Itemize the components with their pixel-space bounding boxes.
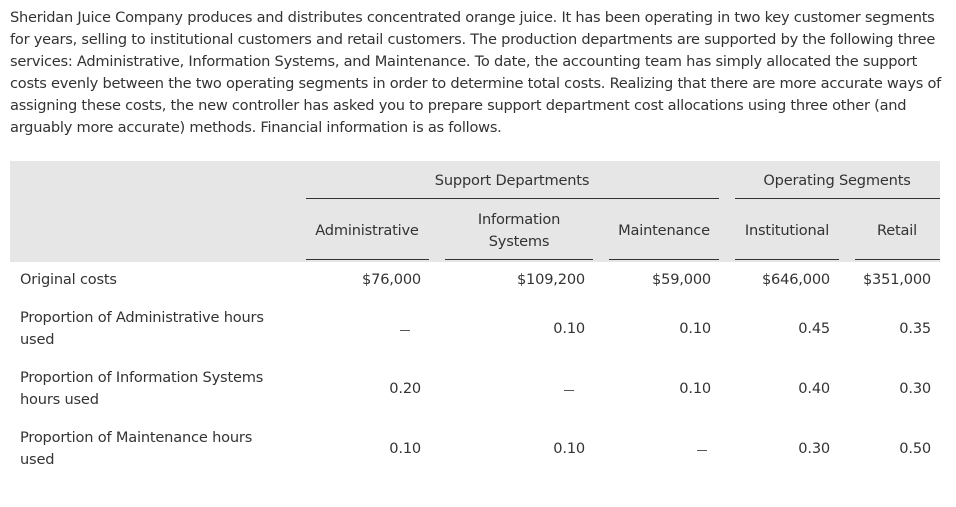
col-rule-maintenance (609, 259, 719, 260)
cell-is-institutional: 0.40 (798, 380, 830, 397)
cell-original-maintenance: $59,000 (652, 271, 711, 288)
cell-is-information-systems-dash (564, 390, 574, 391)
support-group-rule (306, 198, 719, 199)
col-header-institutional: Institutional (744, 222, 830, 239)
cell-maint-retail: 0.50 (899, 440, 931, 457)
cell-original-administrative: $76,000 (362, 271, 421, 288)
cell-admin-institutional: 0.45 (798, 320, 830, 337)
cell-admin-maintenance: 0.10 (679, 320, 711, 337)
col-rule-institutional (735, 259, 839, 260)
cell-original-retail: $351,000 (862, 271, 931, 288)
cell-admin-retail: 0.35 (899, 320, 931, 337)
cell-admin-information-systems: 0.10 (553, 320, 585, 337)
cell-original-institutional: $646,000 (761, 271, 830, 288)
operating-group-rule (735, 198, 940, 199)
support-departments-header: Support Departments (434, 172, 590, 189)
col-header-administrative: Administrative (315, 222, 419, 239)
cell-original-information-systems: $109,200 (516, 271, 585, 288)
cell-is-maintenance: 0.10 (679, 380, 711, 397)
col-rule-information-systems (445, 259, 593, 260)
row-label-admin-hours: Proportion of Administrative hours used (20, 309, 264, 348)
cell-maint-maintenance-dash (697, 450, 707, 451)
cell-maint-institutional: 0.30 (798, 440, 830, 457)
cell-maint-administrative: 0.10 (389, 440, 421, 457)
cell-is-retail: 0.30 (899, 380, 931, 397)
cell-is-administrative: 0.20 (389, 380, 421, 397)
col-rule-administrative (306, 259, 429, 260)
row-label-is-hours: Proportion of Information Systems hours used (20, 369, 264, 408)
cell-admin-administrative-dash (400, 330, 410, 331)
col-header-information-line2: Systems (488, 233, 550, 250)
problem-description: Sheridan Juice Company produces and distributes concentrated orange juice. It has been operating in two key customer segments for years, selling to institutional customers and retail customers. The production departments are supported by the following three services: Administrative, Information Systems, and Maintenance. To date, the accounting team has simply allocated the support costs evenly between the two operating segments in order to determine total costs. Realizing that there are more accurate ways of assigning these costs, the new controller has asked you to prepare support department cost allocations using three other (and arguably more accurate) methods. Financial information is as follows. (10, 9, 942, 136)
col-header-maintenance: Maintenance (618, 222, 710, 239)
cell-maint-information-systems: 0.10 (553, 440, 585, 457)
operating-segments-header: Operating Segments (763, 172, 911, 189)
col-header-information-line1: Information (477, 211, 561, 228)
col-header-retail: Retail (876, 222, 918, 239)
row-label-original-costs: Original costs (20, 271, 117, 288)
row-label-maintenance-hours: Proportion of Maintenance hours used (20, 429, 253, 468)
col-rule-retail (855, 259, 940, 260)
